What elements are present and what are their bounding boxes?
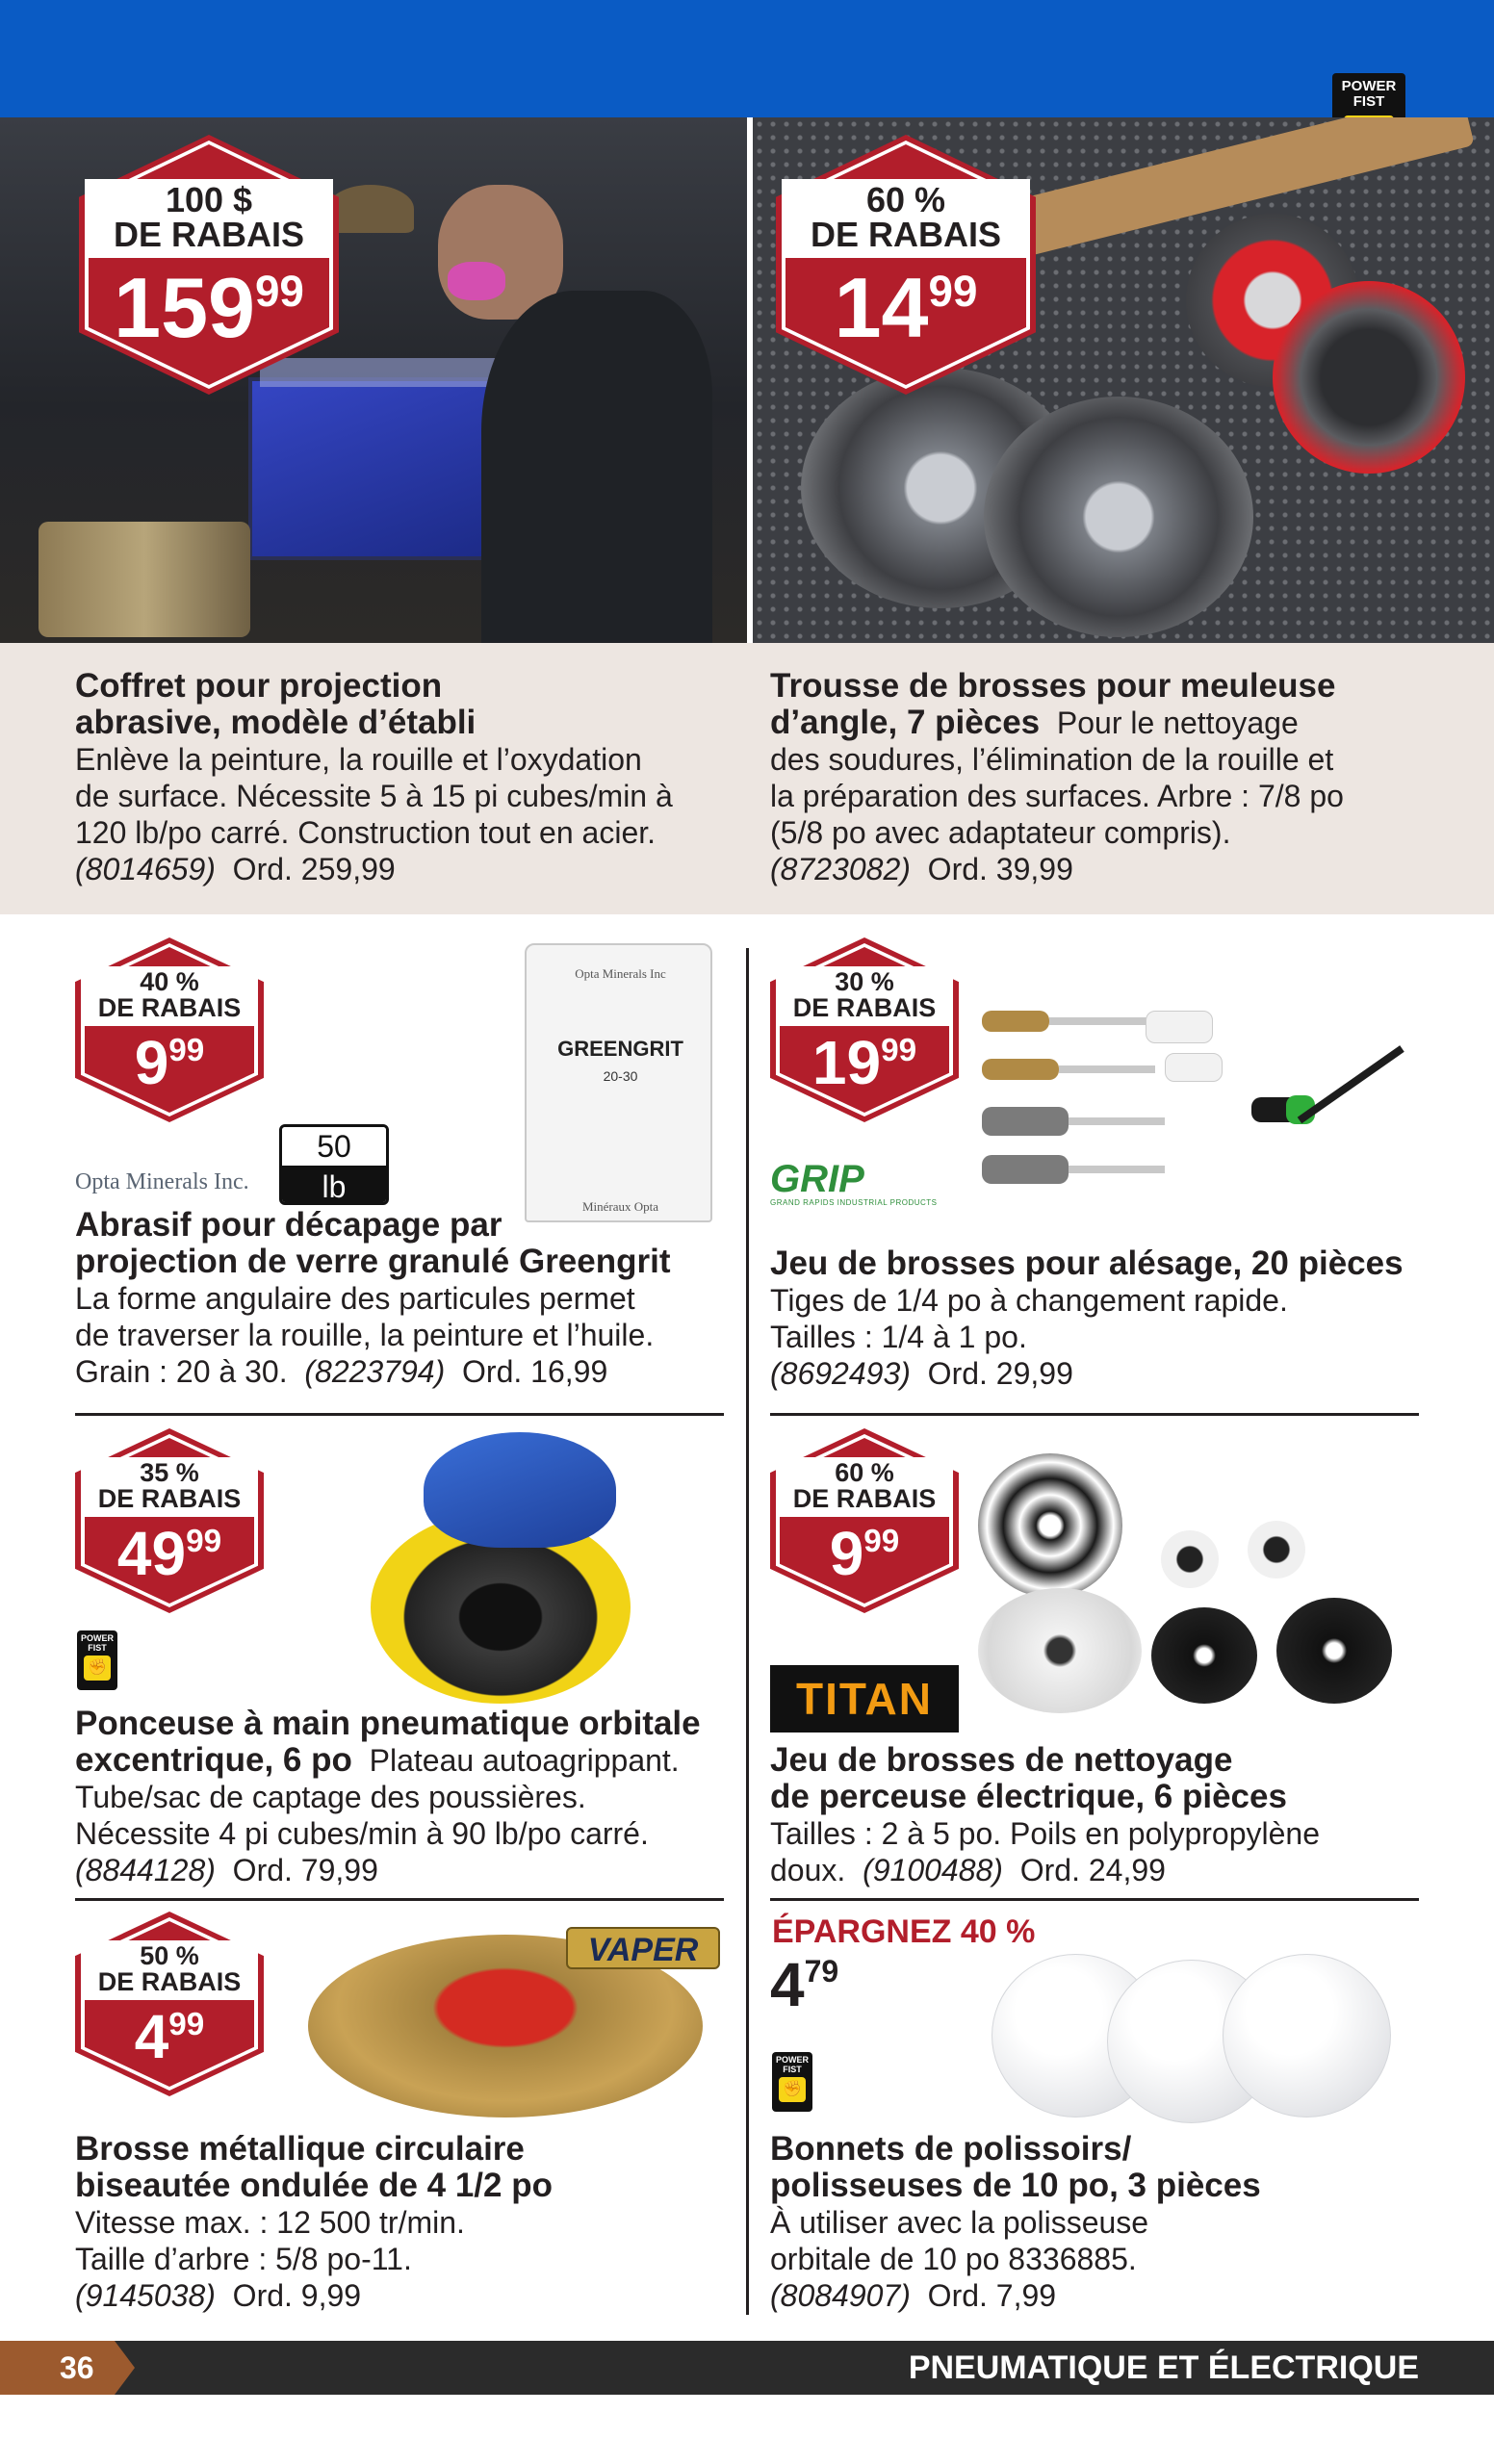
discount-amount: 60 % [865,180,946,219]
sale-price [776,260,1036,355]
drill-brushes-image [978,1453,1402,1704]
product-title-line1: Bonnets de polissoirs/ [770,2130,1132,2168]
product-title-line2: biseautée ondulée de 4 1/2 po [75,2167,553,2204]
product-title-line1: Jeu de brosses pour alésage, 20 pièces [770,1245,1404,1282]
price-cents: 99 [881,1032,917,1068]
polishing-bonnets-image [992,1954,1396,2127]
desc-line1: Tailles : 2 à 5 po. Poils en polypropylène [770,1816,1321,1851]
desc-inline: Plateau autoagrippant. [369,1743,680,1778]
row-divider [75,1898,724,1901]
product-title-line1: Trousse de brosses pour meuleuse [770,667,1336,705]
desc-line1: des soudures, l’élimination de la rouille et [770,742,1334,777]
bag-grain: 20-30 [603,1068,638,1084]
discount-amount: 50 % [140,1941,199,1970]
nylon-brush-shape [1146,1011,1213,1043]
photo-divider [747,117,753,643]
desc-line1: La forme angulaire des particules permet [75,1281,635,1316]
power-fist-logo [772,2052,812,2112]
desc-line2: de surface. Nécessite 5 à 15 pi cubes/min à [75,779,673,813]
greengrit-bag-image [525,943,712,1222]
discount-label: DE RABAIS [97,1484,242,1513]
product-sku: (8723082) [770,852,911,886]
sale-price [770,1519,959,1588]
desc-line2: de traverser la rouille, la peinture et l’huile. [75,1318,655,1352]
price-main: 14 [834,260,929,355]
desc-line3: Grain : 20 à 30. [75,1354,288,1389]
discount-label: DE RABAIS [810,215,1002,254]
fist-icon: ✊ [84,1656,111,1681]
small-brush-shape [1161,1530,1219,1588]
row-divider [770,1898,1419,1901]
discount-amount: 40 % [140,967,199,996]
price-badge-p2 [776,135,1036,395]
product-description-p5 [75,1706,739,1888]
desc-line1: Vitesse max. : 12 500 tr/min. [75,2205,465,2240]
brush-rod-shape [1069,1166,1165,1173]
discount-amount: 35 % [140,1458,199,1487]
desc-line2: Nécessite 4 pi cubes/min à 90 lb/po carré. [75,1816,649,1851]
regular-price: Ord. 259,99 [232,852,396,886]
respirator-mask-shape [448,262,505,300]
power-fist-logo [77,1630,117,1690]
product-sku: (8844128) [75,1853,216,1887]
power-fist-logo-line1: POWER [1341,78,1397,94]
product-sku: (8084907) [770,2278,911,2313]
desc-inline: Pour le nettoyage [1056,706,1299,740]
brush-rod-shape [1049,1017,1155,1025]
sale-price [75,1519,264,1588]
power-fist-logo-line2: FIST [783,2065,802,2074]
discount-box [81,966,258,1026]
save-percent-label: ÉPARGNEZ 40 % [772,1913,1036,1950]
discount-amount: 30 % [835,967,894,996]
power-fist-logo-line1: POWER [775,2055,809,2065]
grip-logo-tagline: GRAND RAPIDS INDUSTRIAL PRODUCTS [770,1198,938,1207]
price-cents: 99 [928,266,978,316]
sale-price [770,1028,959,1097]
page-number: 36 [60,2350,94,2385]
opta-minerals-logo: Opta Minerals Inc. [75,1169,249,1194]
product-description-p2 [770,668,1444,887]
product-title-line1: Brosse métallique circulaire [75,2130,525,2168]
brush-head-shape [982,1107,1069,1136]
price-main: 9 [829,1519,864,1588]
discount-label: DE RABAIS [97,993,242,1022]
product-title-line2: polisseuses de 10 po, 3 pièces [770,2167,1261,2204]
product-description-p8 [770,2131,1444,2314]
price-main: 49 [116,1519,187,1588]
product-title-line1: Ponceuse à main pneumatique orbitale [75,1705,701,1742]
grip-logo [770,1160,953,1214]
price-badge-p4 [770,937,959,1122]
sale-price [75,1028,264,1097]
discount-box [81,1940,258,2000]
regular-price: Ord. 79,99 [232,1853,378,1887]
price-badge-p6 [770,1428,959,1613]
desc-line2: doux. [770,1853,846,1887]
worker-body-shape [481,291,712,643]
vaper-logo: VAPER [566,1927,720,1969]
desc-line2: orbitale de 10 po 8336885. [770,2242,1137,2276]
product-title-line2: excentrique, 6 po [75,1741,352,1779]
power-fist-logo-line1: POWER [80,1633,114,1643]
discount-amount: 60 % [835,1458,894,1487]
product-title-line2: de perceuse électrique, 6 pièces [770,1778,1287,1815]
price-main: 159 [114,260,255,355]
regular-price: Ord. 39,99 [927,852,1073,886]
price-cents: 99 [863,1523,900,1559]
weight-badge [279,1124,389,1205]
black-brush-shape [1151,1607,1257,1704]
product-sku: (8692493) [770,1356,911,1391]
price-cents: 99 [168,1032,205,1068]
discount-label: DE RABAIS [792,1484,937,1513]
desc-line2: Taille d’arbre : 5/8 po-11. [75,2242,412,2276]
discount-label: DE RABAIS [113,215,305,254]
row-divider [75,1413,724,1416]
regular-price: Ord. 9,99 [232,2278,362,2313]
titan-logo: TITAN [770,1665,959,1732]
desc-line1: Tiges de 1/4 po à changement rapide. [770,1283,1288,1318]
sale-price [79,260,339,355]
price-main: 4 [134,2002,169,2071]
price-badge-p7 [75,1912,264,2096]
product-title-line2: abrasive, modèle d’établi [75,704,477,741]
desc-line3: 120 lb/po carré. Construction tout en acier. [75,815,657,850]
bag-brand-text: Opta Minerals Inc [575,966,666,981]
black-brush-shape [1276,1598,1392,1704]
desc-line1: Enlève la peinture, la rouille et l’oxydation [75,742,642,777]
blast-cabinet-shape [248,377,508,560]
brush-head-shape [982,1059,1059,1080]
desc-line1: À utiliser avec la polisseuse [770,2205,1149,2240]
sander-body-image [424,1432,616,1548]
extension-rod-shape [1298,1045,1404,1123]
product-description-p1 [75,668,730,887]
product-description-p7 [75,2131,739,2314]
regular-price: Ord. 7,99 [927,2278,1057,2313]
fist-icon: ✊ [779,2077,806,2102]
price-main: 4 [770,1950,805,2019]
regular-price: Ord. 24,99 [1019,1853,1166,1887]
price-cents: 79 [804,1953,839,1989]
product-sku: (8223794) [304,1354,446,1389]
nylon-brush-shape [1165,1053,1223,1082]
desc-line3: (5/8 po avec adaptateur compris). [770,815,1231,850]
product-sku: (9145038) [75,2278,216,2313]
price-cents: 99 [168,2006,205,2042]
discount-box [81,1457,258,1517]
brush-head-shape [982,1011,1049,1032]
grip-logo-word: GRIP [770,1158,864,1200]
section-title: PNEUMATIQUE ET ÉLECTRIQUE [908,2349,1419,2386]
white-brush-shape [978,1588,1142,1713]
row-divider [770,1413,1419,1416]
discount-box [782,179,1030,258]
product-title-line2: projection de verre granulé Greengrit [75,1243,671,1280]
discount-box [776,966,953,1026]
brush-head-shape [982,1155,1069,1184]
buckets-shape [39,522,250,637]
desc-line2: Tailles : 1/4 à 1 po. [770,1320,1027,1354]
column-divider [746,948,749,2315]
wheel-brush-2-shape [984,397,1253,637]
product-description-p6 [770,1742,1444,1888]
product-title-line2: d’angle, 7 pièces [770,704,1041,741]
product-title-line1: Coffret pour projection [75,667,443,705]
price-cents: 99 [186,1523,222,1559]
sale-price [770,1950,839,2019]
price-cents: 99 [254,266,304,316]
power-fist-logo-line2: FIST [1352,93,1385,110]
bonnet-shape [1223,1954,1391,2118]
spiral-brush-shape [978,1453,1122,1598]
bag-bottom-text: Minéraux Opta [581,1199,659,1214]
product-description-p3 [75,1207,730,1390]
brush-rod-shape [1069,1117,1165,1125]
small-brush-shape [1248,1521,1305,1578]
weight-unit: lb [282,1166,386,1205]
bag-product-name: GREENGRIT [557,1037,683,1061]
lamp-shape [327,185,414,233]
desc-line1: Tube/sac de captage des poussières. [75,1780,586,1814]
product-title-line1: Jeu de brosses de nettoyage [770,1741,1233,1779]
discount-amount: 100 $ [165,180,253,219]
price-badge-p3 [75,937,264,1122]
product-description-p4 [770,1245,1444,1392]
regular-price: Ord. 29,99 [927,1356,1073,1391]
discount-box [85,179,333,258]
bore-brushes-image [982,991,1405,1198]
price-main: 19 [811,1028,882,1097]
discount-label: DE RABAIS [792,993,937,1022]
power-fist-logo-line2: FIST [88,1643,107,1653]
price-badge-p5 [75,1428,264,1613]
top-banner [0,0,1494,117]
sale-price [75,2002,264,2071]
discount-label: DE RABAIS [97,1967,242,1996]
price-main: 9 [134,1028,169,1097]
product-title-line1: Abrasif pour décapage par [75,1206,502,1244]
cup-brush-2-shape [1273,281,1465,474]
discount-box [776,1457,953,1517]
price-badge-p1 [79,135,339,395]
product-sku: (8014659) [75,852,216,886]
desc-line2: la préparation des surfaces. Arbre : 7/8 po [770,779,1344,813]
regular-price: Ord. 16,99 [462,1354,608,1389]
weight-number: 50 [282,1127,386,1166]
brush-rod-shape [1059,1065,1155,1073]
product-sku: (9100488) [863,1853,1003,1887]
